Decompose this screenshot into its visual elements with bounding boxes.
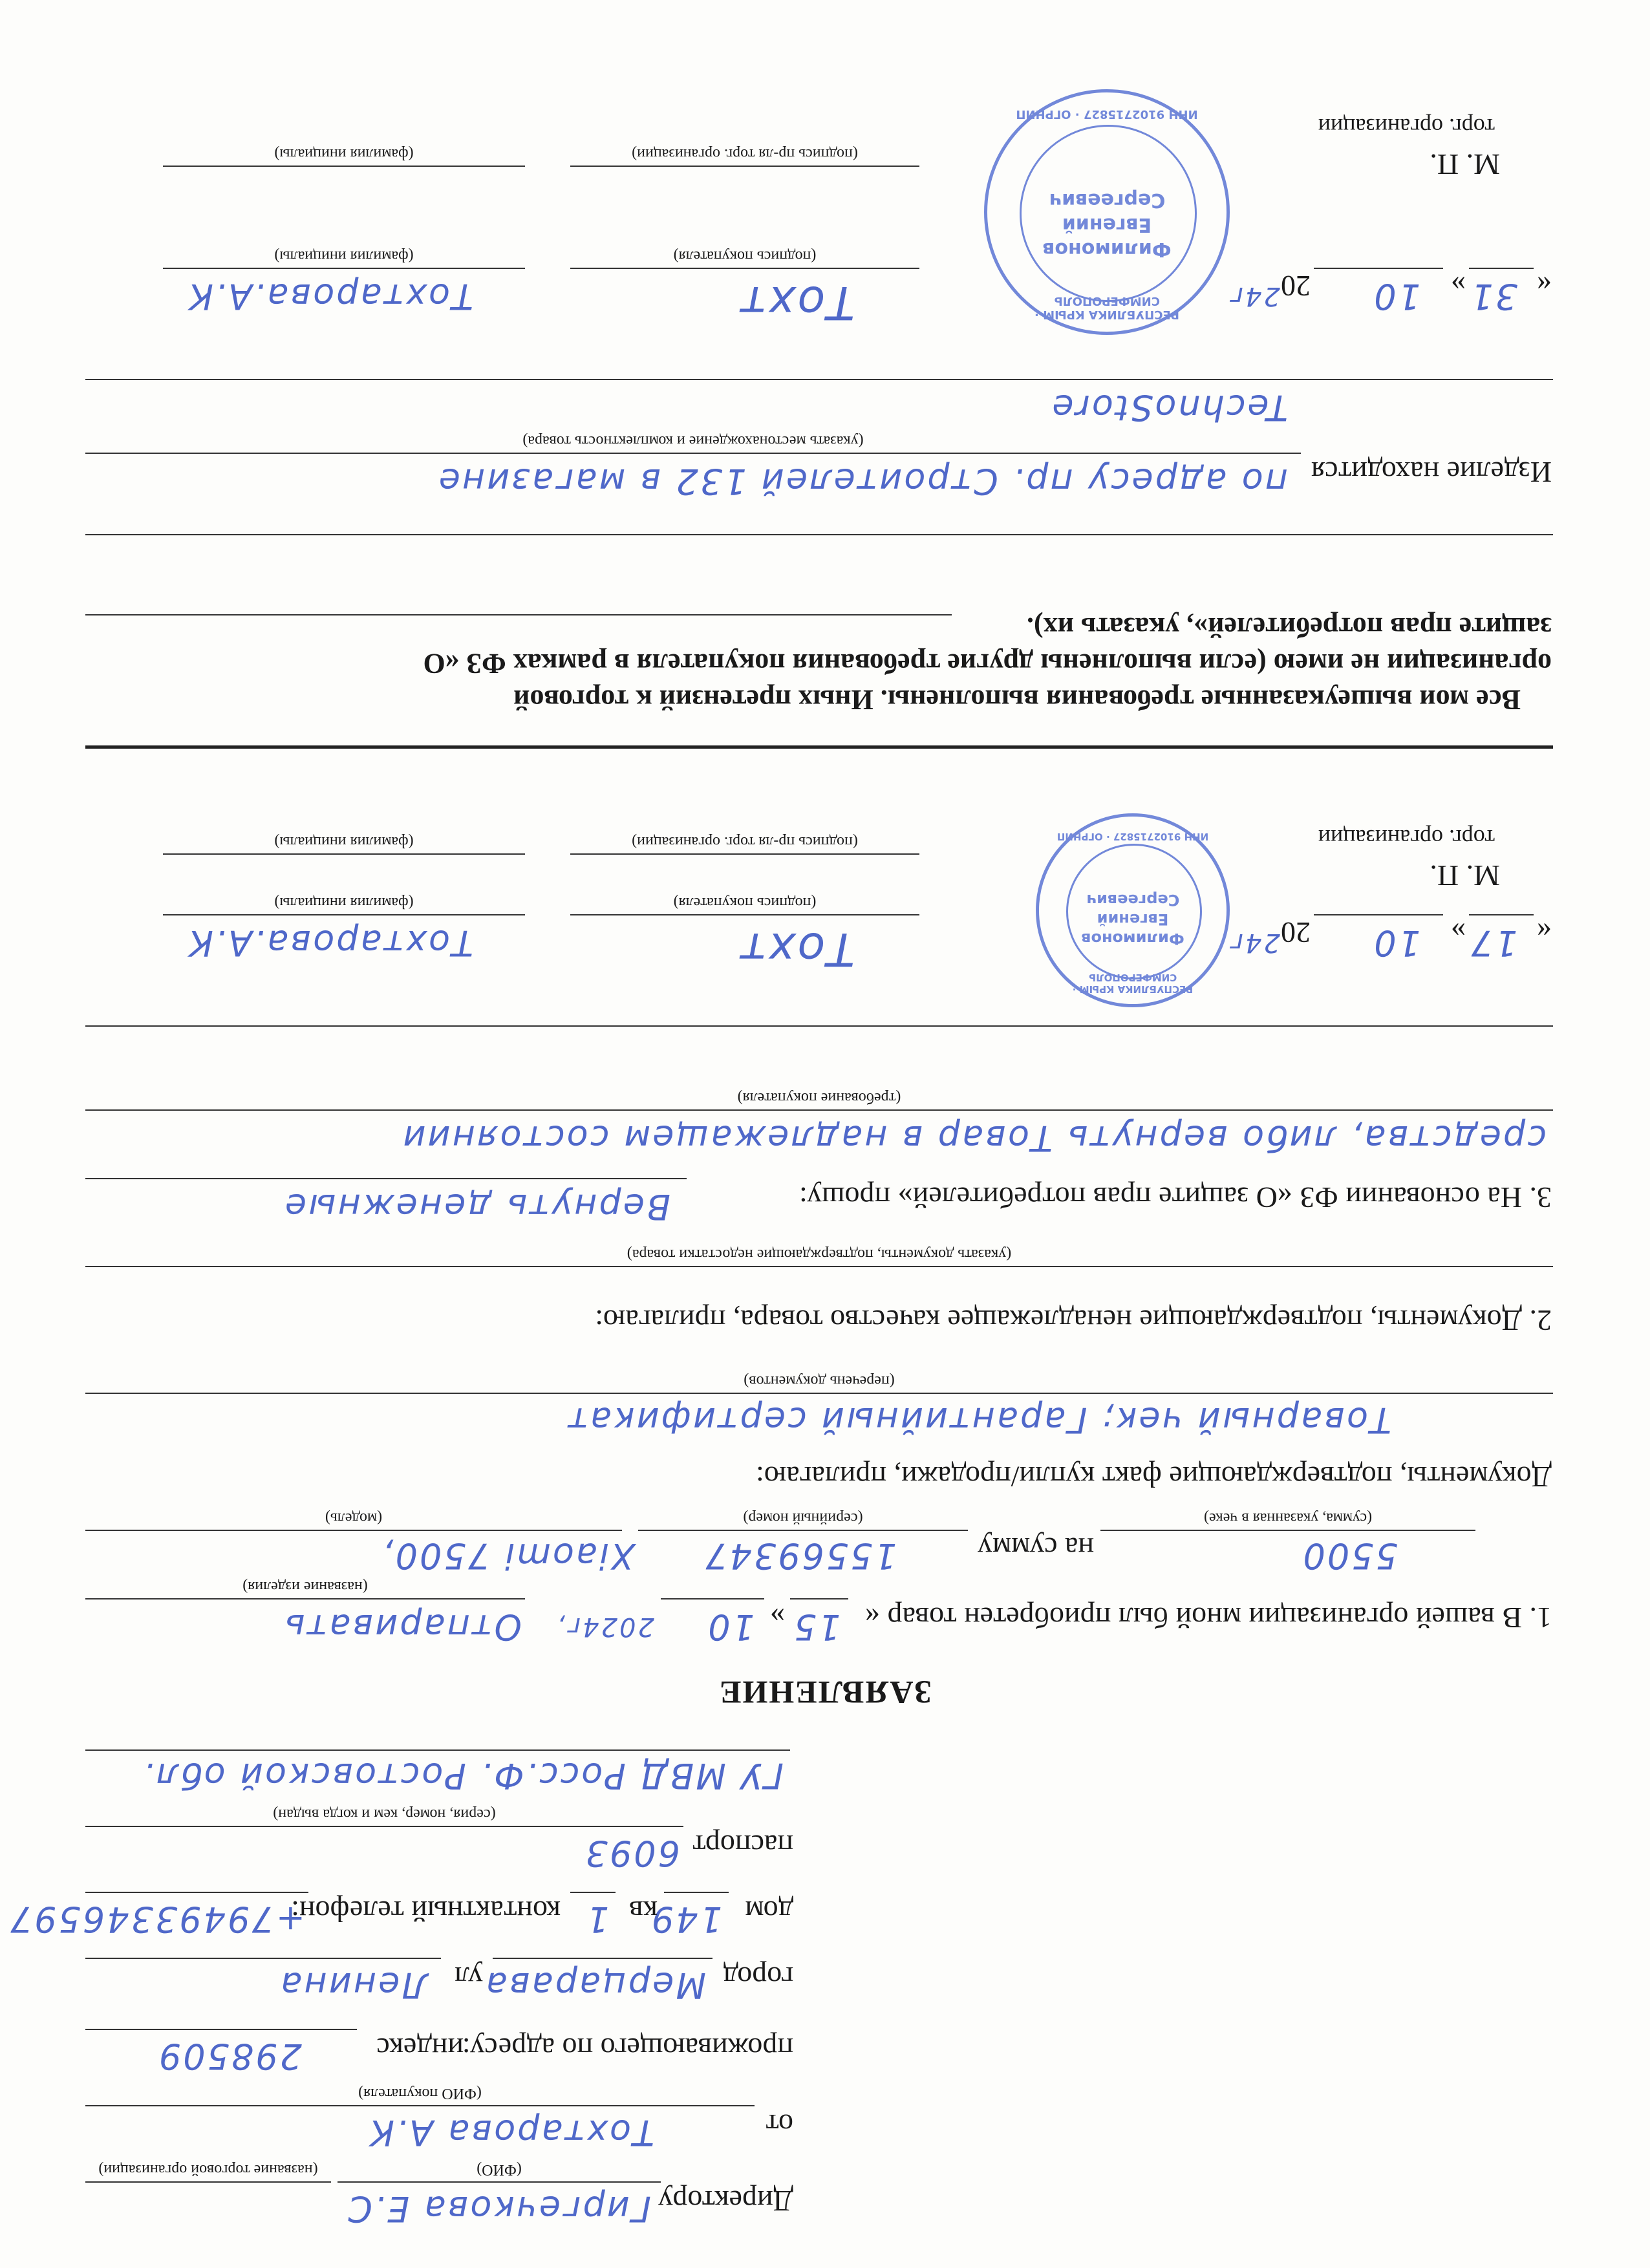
item3-text: 3. На основании ФЗ «О защите прав потребителей» прошу:	[798, 1181, 1552, 1214]
final-text-2: организации не имею (если выполнены другие требования покупателя в рамках ФЗ «О	[423, 648, 1552, 679]
item2-text: 2. Документы, подтверждающие ненадлежащее качество товара, прилагаю:	[595, 1304, 1552, 1337]
passport-label: паспорт	[692, 1829, 793, 1862]
sign1-org-sign-cap: (подпись пр-ля торг. организации)	[632, 833, 858, 850]
sign1-year-prefix: 20	[1281, 916, 1311, 949]
apt-label: кв	[628, 1895, 658, 1928]
seal-1-line1: Филимонов	[1081, 930, 1184, 948]
from-cap: (ФИО покупателя)	[358, 2085, 482, 2102]
sign1-date-close: »	[1451, 916, 1466, 949]
house-label: дом	[745, 1895, 793, 1928]
sign2-day: 31	[1469, 276, 1517, 317]
seal-2-bottom-ring: ИНН 9102715827 · ОГРНИП	[1016, 107, 1198, 121]
item1-serial-cap: (серийный номер)	[743, 1510, 863, 1526]
location-label: Изделие находится	[1311, 456, 1552, 489]
item1-docs-label: Документы, подтверждающие факт купли/продажи, прилагаю:	[756, 1460, 1552, 1493]
street-value: Ленина	[279, 1965, 428, 2006]
director-value: Гиргечкова Е.С	[346, 2188, 651, 2229]
sign1-month: 10	[1372, 923, 1420, 963]
sign1-buyer-sign-cap: (подпись покупателя)	[673, 894, 817, 911]
item3-line2: средства, либо вернуть Товар в надлежащем состоянии	[401, 1118, 1547, 1159]
item1-sum: 5500	[1301, 1535, 1398, 1576]
apt-value: 1	[584, 1899, 609, 1940]
sign2-buyer-name-cap: (фамилия инициалы)	[274, 248, 414, 264]
location-line2: TechnoStore	[1050, 387, 1288, 428]
street-label: ул	[455, 1961, 483, 1994]
seal-2-line1: Филимонов	[1042, 238, 1172, 261]
sign1-org-name-cap: (фамилия инициалы)	[274, 833, 414, 850]
document-title: ЗАЯВЛЕНИЕ	[718, 1674, 932, 1711]
city-label: город	[723, 1961, 793, 1994]
sign2-year: 24г	[1228, 281, 1280, 311]
sign2-mp: М. П.	[1430, 148, 1500, 181]
passport-value: 6093	[583, 1833, 680, 1874]
item1-name-cap: (название изделия)	[242, 1578, 368, 1595]
sign2-org-label: торг. организации	[1318, 114, 1495, 140]
sign1-buyer-name-cap: (фамилия инициалы)	[274, 894, 414, 911]
item1-day: 15	[792, 1607, 841, 1647]
item1-name: Отпаривать	[283, 1607, 522, 1647]
sign2-buyer-name: Тохтарова.А.К	[186, 276, 473, 317]
location-cap: (указать местонахождение и комплектность товара)	[522, 433, 864, 449]
item1-year: 2024г,	[555, 1612, 654, 1642]
seal-2-line3: Сергеевич	[1048, 189, 1166, 211]
final-text-3: защите прав потребителей», указать их).	[1026, 612, 1552, 643]
phone-value: +79493346597	[8, 1899, 305, 1940]
item1-month: 10	[706, 1607, 755, 1647]
item2-cap: (указать документы, подтверждающие недостатки товара)	[627, 1246, 1012, 1263]
item1-serial: 15569347	[703, 1535, 897, 1576]
final-text-1: Все мои вышеуказанные требования выполнены. Иных претензий к торговой	[513, 684, 1521, 716]
item1-model: Xiaomi 7500,	[380, 1535, 635, 1576]
from-label: от	[766, 2108, 793, 2141]
from-value: Тохтарова А.К	[367, 2112, 654, 2153]
seal-1-line2: Евгений	[1097, 910, 1169, 928]
item1-model-cap: (модель)	[325, 1510, 383, 1526]
index-label: индекс	[376, 2032, 464, 2065]
sign2-buyer-signature: Тохт	[738, 276, 855, 329]
seal-1-line3: Сергеевич	[1086, 891, 1180, 909]
city-value: Мерцарава	[484, 1965, 706, 2006]
sign2-org-sign-cap: (подпись пр-ля торг. организации)	[632, 145, 858, 162]
sign1-mp: М. П.	[1430, 859, 1500, 892]
passport-cap: (серия, номер, кем и когда выдан)	[273, 1806, 496, 1823]
sign2-org-name-cap: (фамилия инициалы)	[274, 145, 414, 162]
item1-sum-label: на сумму	[978, 1532, 1094, 1565]
address-label: проживающего по адресу:	[462, 2032, 793, 2065]
sign1-year: 24г	[1228, 928, 1280, 957]
sign1-buyer-name: Тохтарова.А.К	[186, 923, 473, 963]
sign1-buyer-signature: Тохт	[738, 923, 855, 976]
seal-2-line2: Евгений	[1062, 213, 1152, 236]
sign2-buyer-sign-cap: (подпись покупателя)	[673, 248, 817, 264]
sign2-month: 10	[1372, 276, 1420, 317]
index-value: 298509	[156, 2036, 302, 2077]
phone-label: контактный телефон:	[291, 1895, 561, 1928]
item1-docs-value: Товарный чек; Гарантийный сертификат	[566, 1400, 1391, 1440]
passport-issued: ГУ МВД Росс.Ф. Ростовской обл.	[141, 1755, 784, 1796]
director-label: Директору	[658, 2185, 793, 2218]
seal-1-bottom-ring: ИНН 9102715827 · ОГРНИП	[1056, 831, 1209, 842]
sign1-org-label: торг. организации	[1318, 825, 1495, 851]
sign1-day: 17	[1469, 923, 1517, 963]
item3-cap: (требование покупателя)	[737, 1089, 901, 1106]
round-seal-1	[1036, 813, 1230, 1007]
sign2-date-open: «	[1537, 270, 1552, 303]
sign2-date-close: »	[1451, 270, 1466, 303]
item3-line1: Вернуть денежные	[283, 1186, 670, 1227]
location-line1: по адресу пр. Строителей 132 в магазине	[436, 461, 1288, 502]
director-cap-fio: (ФИО)	[477, 2161, 522, 2178]
item1-text: 1. В вашей организации мной был приобретен товар «	[865, 1601, 1552, 1634]
sign2-year-prefix: 20	[1281, 270, 1311, 303]
item1-docs-cap: (перечень документов)	[744, 1373, 895, 1389]
round-seal-2	[984, 89, 1230, 335]
director-cap-org: (название торговой организации)	[98, 2161, 318, 2178]
seal-2-top-ring: РЕСПУБЛИКА КРЫМ · СИМФЕРОПОЛЬ	[1034, 294, 1179, 321]
house-value: 149	[649, 1899, 722, 1940]
sign1-date-open: «	[1537, 916, 1552, 949]
item1-sum-cap: (сумма, указанная в чеке)	[1203, 1510, 1373, 1526]
seal-1-top-ring: РЕСПУБЛИКА КРЫМ · СИМФЕРОПОЛЬ	[1072, 972, 1194, 995]
scanned-document-page: Директору Гиргечкова Е.С (ФИО) (название торговой организации) от Тохтарова А.К (ФИО покупателя) проживающего по адресу: индекс 298509 город Мерцарава ул Ленина дом 149 кв 1 контактный телефон: +79493346597 паспорт 6093 (серия, номер, кем и когда выдан) ГУ МВД Росс.Ф. Ростовской обл. ЗАЯВЛЕНИЕ 1. В вашей организации мной был приобретен товар « 15 » 10 2024г, Отпаривать (название изделия) Xiaomi 7500, 15569347 на сумму 5500 (модель) (серийный номер) (сумма, указанная в чеке) Документы, подтверждающие факт купли/продажи, прилагаю: Товарный чек; Гарантийный сертификат (перечень документов) 2. Документы, подтверждающие ненадлежащее качество товара, прилагаю: (указать документы, подтверждающие недостатки товара) 3. На основании ФЗ «О защите прав потребителей» прошу: Вернуть денежные средства, либо вернуть Товар в надлежащем состоянии (требование покупателя) « 17 » 10 20 24г Тохт (подпись покупателя) Тохтарова.А.К (фамилия инициалы) М. П. торг. организации (подпись пр-ля торг. организации) (фамилия инициалы) РЕСПУБЛИКА КРЫМ · СИМФЕРОПОЛЬ Филимонов Евгений Сергеевич ИНН 9102715827 · ОГРНИП Все мои вышеуказанные требования выполнены. Иных претензий к торговой организации не имею (если выполнены другие требования покупателя в рамках ФЗ «О защите прав потребителей», указать их). Изделие находится по адресу пр. Строителей 132 в магазине (указать местонахождение и комплектность товара) TechnoStore « 31 » 10 20 24г Тохт (подпись покупателя) Тохтарова.А.К (фамилия инициалы) М. П. торг. организации (подпись пр-ля торг. организации) (фамилия инициалы) РЕСПУБЛИКА КРЫМ · СИМФЕРОПОЛЬ Филимонов Евгений Сергеевич ИНН 9102715827 · ОГРНИП	[0, 0, 1650, 2268]
